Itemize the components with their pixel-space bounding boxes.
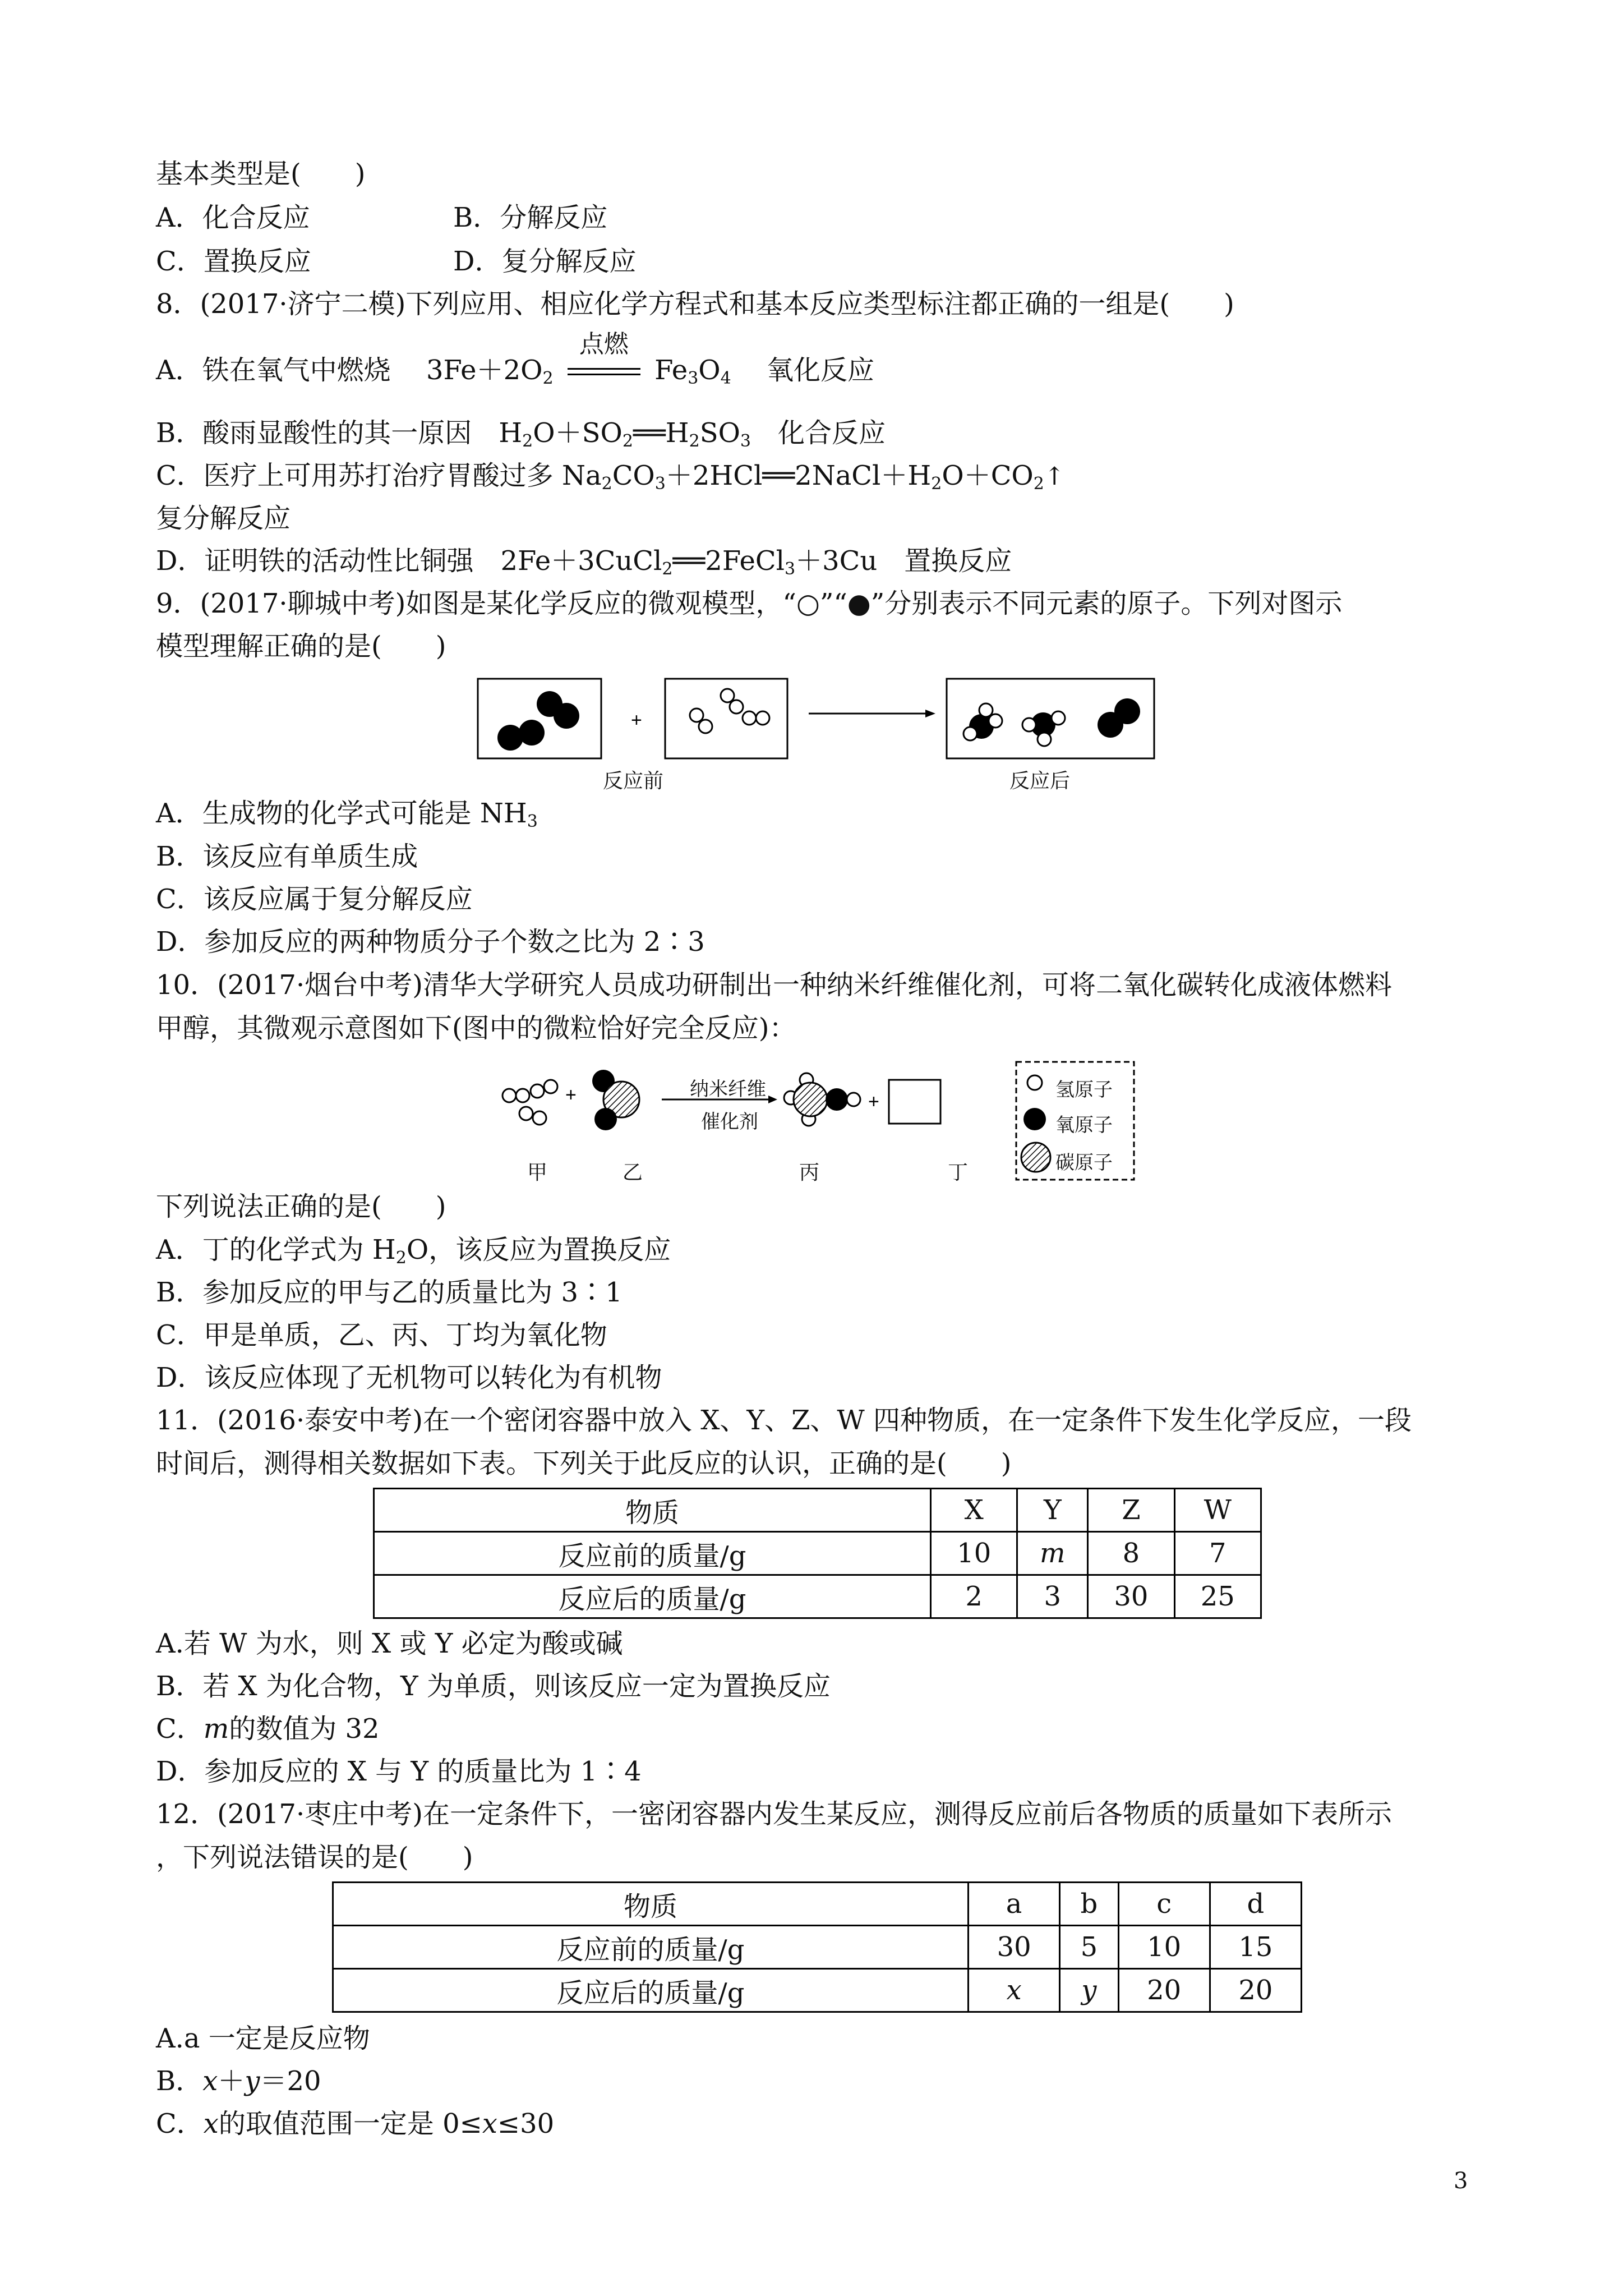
q11-data-table [373, 1488, 1262, 1619]
q7-option-d: D．复分解反应 [453, 246, 637, 277]
q9-stem-line1: 9．(2017·聊城中考)如图是某化学反应的微观模型，“○”“●”分别表示不同元素的原子。下列对图示 [156, 588, 1343, 619]
q9-white-atom [690, 708, 703, 722]
q8-a-type: 氧化反应 [767, 355, 875, 386]
q10-ding-box [889, 1080, 940, 1124]
q9-white-atom [699, 720, 712, 733]
q10-jia-molecules [502, 1080, 557, 1125]
page-number: 3 [1454, 2168, 1468, 2194]
q9-option-b: B．该反应有单质生成 [156, 841, 418, 872]
q10-label-yi: 乙 [623, 1161, 643, 1184]
q9-label-after: 反应后 [1009, 770, 1071, 793]
q12-data-table [332, 1881, 1302, 2013]
q8-option-a: A．铁在氧气中燃烧 $3Fe+2O_2$ 点燃 $Fe_3O_4$ 氧化反应 [156, 330, 875, 388]
q10-plus-2: + [868, 1091, 879, 1112]
table-row: 反应后的质量/g 2 3 30 25 [374, 1575, 1261, 1618]
q10-carbon-atom [794, 1083, 827, 1116]
q10-legend-oxygen: 氧原子 [1055, 1114, 1113, 1137]
q10-label-ding: 丁 [948, 1161, 969, 1184]
q10-legend-hydrogen: 氢原子 [1055, 1079, 1113, 1101]
table-row: 反应前的质量/g 10 m 8 7 [374, 1532, 1261, 1575]
table-row: 反应后的质量/g x y 20 20 [333, 1969, 1302, 2012]
q7-option-c: C．置换反应 [156, 246, 311, 277]
q9-white-atom [743, 711, 756, 725]
q9-reaction-diagram [477, 673, 1166, 769]
q12-stem-line1: 12．(2017·枣庄中考)在一定条件下，一密闭容器内发生某反应，测得反应前后各物质的质量如下表所示 [156, 1798, 1392, 1830]
q9-option-c: C．该反应属于复分解反应 [156, 884, 473, 915]
q9-label-before: 反应前 [603, 770, 664, 793]
q7-option-b: B．分解反应 [453, 202, 608, 233]
q11-stem-line2: 时间后，测得相关数据如下表。下列关于此反应的认识，正确的是( ) [156, 1448, 1012, 1479]
q10-legend-oxygen-icon [1023, 1108, 1046, 1130]
q10-cond-bottom: 催化剂 [701, 1111, 758, 1133]
q10-stem-line2: 甲醇，其微观示意图如下(图中的微粒恰好完全反应)： [156, 1013, 796, 1044]
table-row: 反应前的质量/g 30 5 10 15 [333, 1926, 1302, 1969]
q11-option-b: B．若 X 为化合物，Y 为单质，则该反应一定为置换反应 [156, 1671, 831, 1702]
q11-stem-line1: 11．(2016·泰安中考)在一个密闭容器中放入 X、Y、Z、W 四种物质，在一定条件下发生化学反应，一段 [156, 1405, 1412, 1436]
q11-option-a: A.若 W 为水，则 X 或 Y 必定为酸或碱 [156, 1628, 623, 1659]
q9-stem-line2: 模型理解正确的是( ) [156, 631, 446, 662]
q10-option-c: C．甲是单质，乙、丙、丁均为氧化物 [156, 1319, 607, 1351]
q11-option-c: C．m的数值为 32 [156, 1713, 380, 1745]
table-row: 物质 a b c d [333, 1883, 1302, 1926]
q8-option-d: D．证明铁的活动性比铜强 2Fe＋3CuCl$_2$══2FeCl$_3$＋3Cu 置换反应 [156, 545, 1012, 579]
q9-black-atom [497, 725, 523, 751]
q10-stem-line1: 10．(2017·烟台中考)清华大学研究人员成功研制出一种纳米纤维催化剂，可将二氧化碳转化成液体燃料 [156, 969, 1392, 1001]
q12-option-b: B．x＋y＝20 [156, 2065, 321, 2097]
q10-option-b: B．参加反应的甲与乙的质量比为 3∶1 [156, 1277, 623, 1308]
q9-box-reactant-1 [478, 679, 601, 758]
q9-plus: + [631, 710, 642, 731]
q11-option-d: D．参加反应的 X 与 Y 的质量比为 1∶4 [156, 1756, 642, 1787]
q10-legend-carbon: 碳原子 [1055, 1152, 1113, 1174]
q12-option-a: A.a 一定是反应物 [156, 2023, 370, 2054]
q9-white-atom [730, 700, 743, 714]
q8-stem: 8．(2017·济宁二模)下列应用、相应化学方程式和基本反应类型标注都正确的一组是( ) [156, 288, 1234, 320]
q10-option-d: D．该反应体现了无机物可以转化为有机物 [156, 1362, 662, 1393]
q9-white-atom [721, 689, 734, 702]
q10-label-bing: 丙 [799, 1161, 820, 1184]
q9-black-atom [554, 703, 579, 729]
q9-arrow-head [925, 710, 935, 717]
q10-oxygen-atom [594, 1108, 617, 1130]
table-row: 物质 X Y Z W [374, 1489, 1261, 1532]
q9-option-a: A．生成物的化学式可能是 $NH_3$ [156, 798, 538, 831]
q8-a-eq-left: 3Fe＋2O [426, 355, 543, 386]
q8-option-b: B．酸雨显酸性的其一原因 $H_2O+SO_2══H_2SO_3$ 化合反应 [156, 417, 886, 451]
q12-option-c: C．x的取值范围一定是 0≤x≤30 [156, 2108, 555, 2139]
q9-black-atom [519, 720, 545, 746]
q7-stem: 基本类型是( ) [156, 158, 366, 190]
q10-question: 下列说法正确的是( ) [156, 1191, 446, 1222]
q12-stem-line2: ，下列说法错误的是( ) [156, 1842, 473, 1873]
q10-plus: + [565, 1084, 577, 1106]
q8-option-c: C．医疗上可用苏打治疗胃酸过多 $Na_2CO_3+2HCl══2NaCl+H_2O+CO_2↑$ [156, 460, 1065, 494]
q8-option-c-type: 复分解反应 [156, 503, 291, 534]
q8-a-eq-right: Fe [654, 355, 688, 386]
q8-a-text: A．铁在氧气中燃烧 [156, 355, 391, 386]
q10-option-a: A．丁的化学式为 $H_2O$，该反应为置换反应 [156, 1234, 671, 1268]
q10-label-jia: 甲 [527, 1161, 548, 1184]
q10-cond-top: 纳米纤维 [690, 1078, 766, 1101]
q10-legend-hydrogen-icon [1027, 1075, 1042, 1090]
q7-option-a: A．化合反应 [156, 202, 310, 233]
q9-option-d: D．参加反应的两种物质分子个数之比为 2∶3 [156, 926, 705, 958]
q10-oxygen-atom [826, 1088, 848, 1111]
q10-legend-carbon-icon [1021, 1143, 1050, 1172]
q9-white-atom [756, 711, 769, 725]
